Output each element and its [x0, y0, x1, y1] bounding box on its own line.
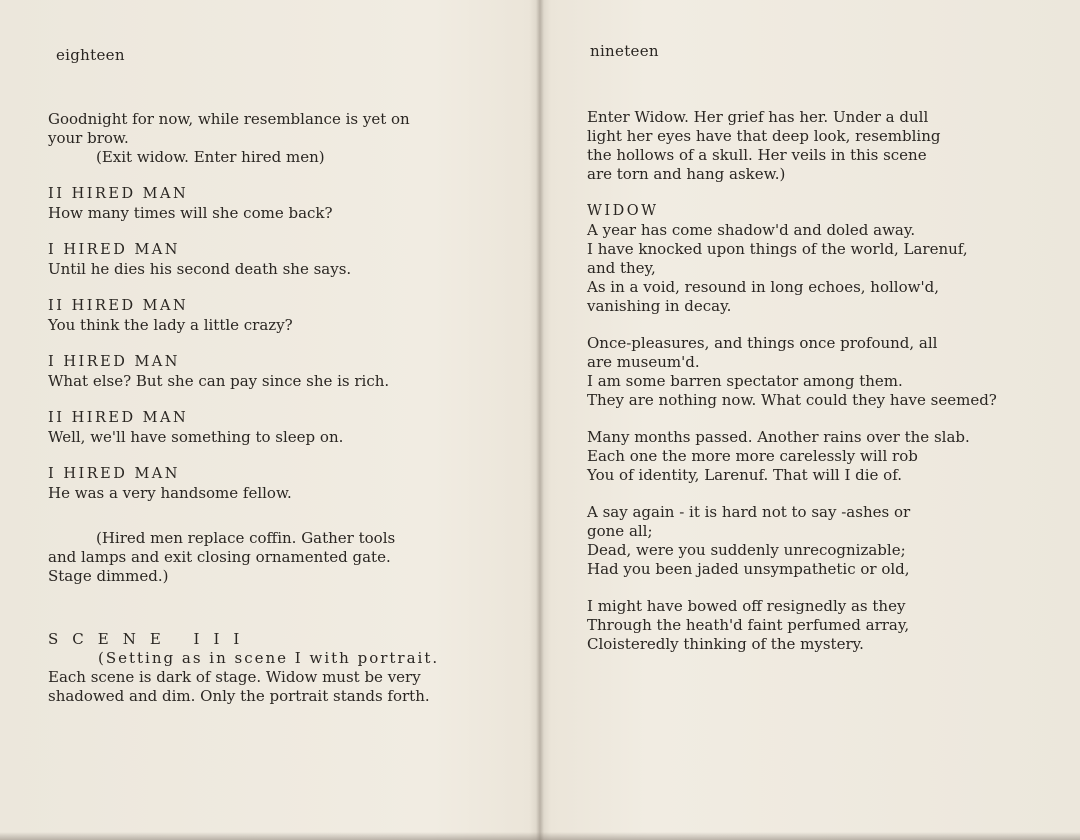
stage-direction-line: the hollows of a skull. Her veils in this scene	[587, 146, 927, 164]
right-page	[540, 0, 1080, 840]
dialogue-line: Well, we'll have something to sleep on.	[48, 428, 344, 446]
stanza	[587, 597, 1047, 654]
dialogue-line: He was a very handsome fellow.	[48, 484, 292, 502]
speaker-name: I HIRED MAN	[48, 354, 180, 370]
verse-line: are museum'd.	[587, 353, 700, 371]
verse-line: A say again - it is hard not to say -ashes or	[587, 503, 911, 521]
verse-line: Through the heath'd faint perfumed array,	[587, 616, 910, 634]
stanza	[587, 428, 1047, 485]
scene-heading: SCENE III	[48, 630, 254, 648]
stage-direction: (Exit widow. Enter hired men)	[96, 148, 325, 166]
stanza	[587, 334, 1047, 410]
dialogue-block	[48, 409, 488, 447]
verse-line: I am some barren spectator among them.	[587, 372, 903, 390]
verse-line: Many months passed. Another rains over the slab.	[587, 428, 970, 446]
verse-line: A year has come shadow'd and doled away.	[587, 221, 916, 239]
scene-direction-line: shadowed and dim. Only the portrait stands forth.	[48, 687, 430, 705]
speaker-name: II HIRED MAN	[48, 186, 189, 202]
stage-direction-line: (Hired men replace coffin. Gather tools	[96, 529, 396, 547]
dialogue-line: What else? But she can pay since she is rich.	[48, 372, 390, 390]
dialogue-line: You think the lady a little crazy?	[48, 316, 293, 334]
stage-direction-line: light her eyes have that deep look, resembling	[587, 127, 941, 145]
stage-direction-line: Stage dimmed.)	[48, 567, 169, 585]
verse-line: I might have bowed off resignedly as they	[587, 597, 906, 615]
stanza	[587, 503, 1047, 579]
verse-line: and they,	[587, 259, 656, 277]
right-page-number: nineteen	[590, 42, 659, 60]
dialogue-block	[48, 185, 488, 223]
dialogue-block	[48, 241, 488, 279]
verse-line: Dead, were you suddenly unrecognizable;	[587, 541, 906, 559]
speaker-name: II HIRED MAN	[48, 298, 189, 314]
dialogue-line: Until he dies his second death she says.	[48, 260, 352, 278]
left-page-text	[48, 110, 488, 706]
dialogue-block	[48, 465, 488, 503]
opening-line: your brow.	[48, 129, 129, 147]
right-page-text	[587, 108, 1047, 654]
speaker-name: I HIRED MAN	[48, 466, 180, 482]
dialogue-block	[48, 297, 488, 335]
verse-line: gone all;	[587, 522, 653, 540]
dialogue-line: How many times will she come back?	[48, 204, 333, 222]
opening-lines	[48, 110, 488, 167]
verse-line: Had you been jaded unsympathetic or old,	[587, 560, 910, 578]
stage-direction-line: are torn and hang askew.)	[587, 165, 786, 183]
verse-line: vanishing in decay.	[587, 297, 732, 315]
scene-block	[48, 630, 488, 706]
verse-line: Each one the more more carelessly will rob	[587, 447, 918, 465]
scene-direction-line: (Setting as in scene I with portrait.	[98, 649, 440, 667]
scene-direction-line: Each scene is dark of stage. Widow must be very	[48, 668, 421, 686]
stage-direction-line: Enter Widow. Her grief has her. Under a dull	[587, 108, 929, 126]
left-page-number: eighteen	[56, 46, 125, 64]
verse-line: You of identity, Larenuf. That will I die of.	[587, 466, 902, 484]
verse-line: They are nothing now. What could they have seemed?	[587, 391, 997, 409]
dialogue-block	[48, 353, 488, 391]
stage-direction-block	[48, 529, 488, 586]
opening-line: Goodnight for now, while resemblance is yet on	[48, 110, 410, 128]
speaker-name: WIDOW	[587, 203, 659, 219]
verse-line: Cloisteredly thinking of the mystery.	[587, 635, 864, 653]
stanza	[587, 202, 1047, 316]
verse-line: As in a void, resound in long echoes, hollow'd,	[587, 278, 939, 296]
opening-direction	[587, 108, 1047, 184]
stage-direction-line: and lamps and exit closing ornamented gate.	[48, 548, 391, 566]
speaker-name: II HIRED MAN	[48, 410, 189, 426]
verse-line: I have knocked upon things of the world, Larenuf,	[587, 240, 968, 258]
speaker-name: I HIRED MAN	[48, 242, 180, 258]
verse-line: Once-pleasures, and things once profound, all	[587, 334, 938, 352]
